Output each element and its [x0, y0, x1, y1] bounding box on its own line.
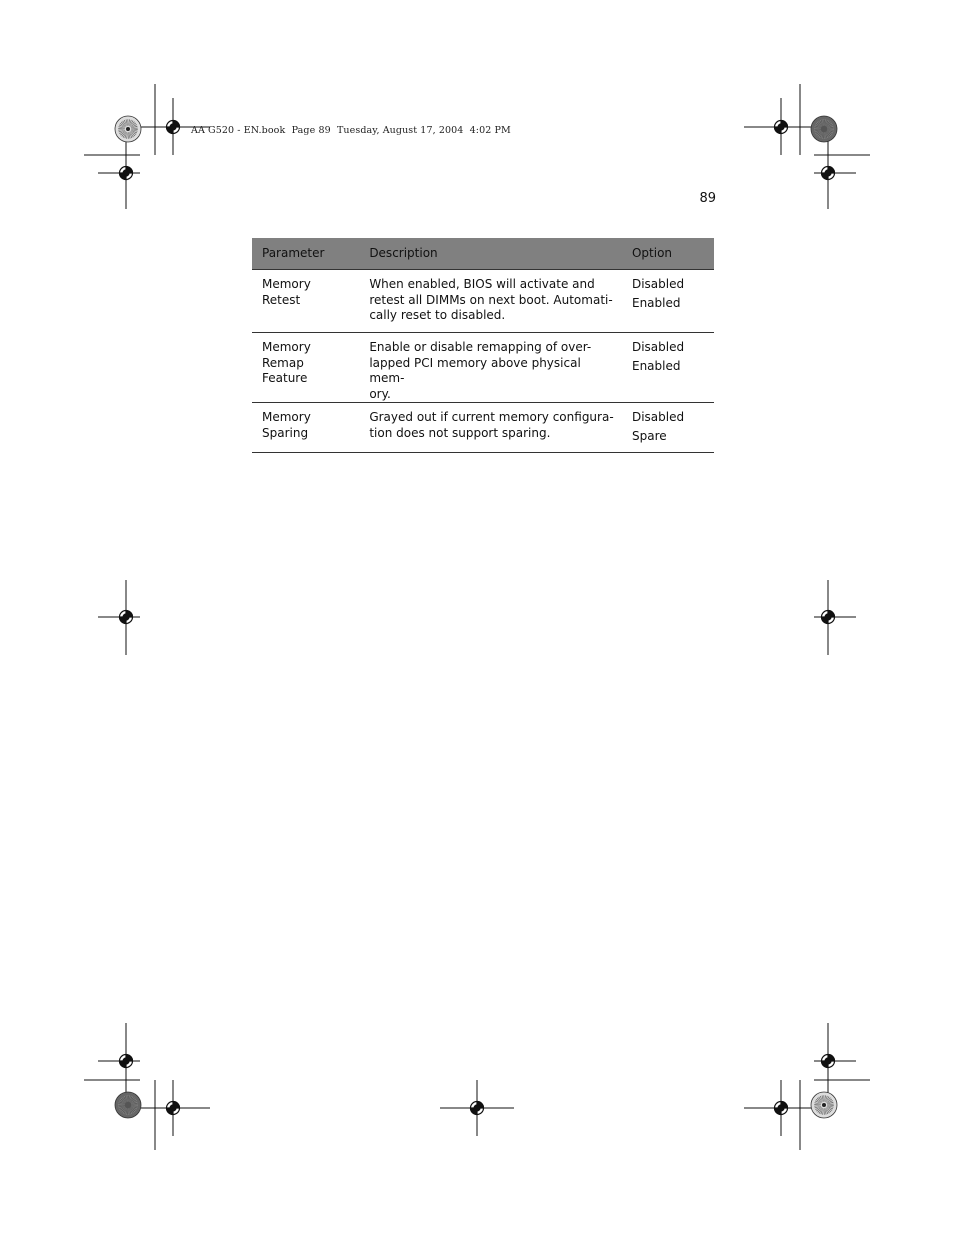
header-option: Option	[622, 238, 714, 270]
description-line: ory.	[369, 386, 391, 401]
parameter-line: Remap	[262, 355, 304, 370]
option-value: Enabled	[631, 296, 681, 310]
description-line: Enable or disable remapping of over-	[369, 340, 592, 354]
cell-parameter	[252, 270, 359, 333]
description-line: cally reset to disabled.	[369, 308, 506, 322]
cell-option	[622, 403, 714, 453]
table-row	[252, 333, 714, 403]
parameter-line: Memory	[262, 410, 311, 424]
description-line: Grayed out if current memory configura-	[369, 410, 614, 424]
cell-option	[622, 333, 714, 403]
parameter-line: Sparing	[262, 425, 309, 440]
option-value: Spare	[631, 429, 667, 443]
option-value: Disabled	[631, 410, 685, 424]
description-line: retest all DIMMs on next boot. Automati-	[369, 292, 613, 307]
cell-parameter	[252, 333, 359, 403]
page-number: 89	[699, 191, 716, 206]
option-value: Disabled	[631, 277, 685, 291]
option-value: Disabled	[631, 340, 685, 354]
parameter-line: Feature	[262, 371, 308, 385]
description-line: When enabled, BIOS will activate and	[369, 277, 595, 291]
table-row	[252, 403, 714, 453]
print-slug: AA G520 - EN.book Page 89 Tuesday, August 17, 2004 4:02 PM	[191, 125, 511, 136]
table-row	[252, 270, 714, 333]
cell-description	[359, 333, 622, 403]
parameter-line: Retest	[262, 292, 301, 307]
cell-option	[622, 270, 714, 333]
cell-description	[359, 403, 622, 453]
option-value: Enabled	[631, 359, 681, 373]
cell-parameter	[252, 403, 359, 453]
description-line: lapped PCI memory above physical mem-	[369, 355, 581, 385]
header-parameter: Parameter	[252, 238, 359, 270]
table-header-row	[252, 238, 714, 270]
bios-parameter-table	[252, 238, 714, 453]
description-line: tion does not support sparing.	[369, 425, 551, 440]
header-description: Description	[359, 238, 622, 270]
parameter-line: Memory	[262, 277, 311, 291]
cell-description	[359, 270, 622, 333]
parameter-line: Memory	[262, 340, 311, 354]
